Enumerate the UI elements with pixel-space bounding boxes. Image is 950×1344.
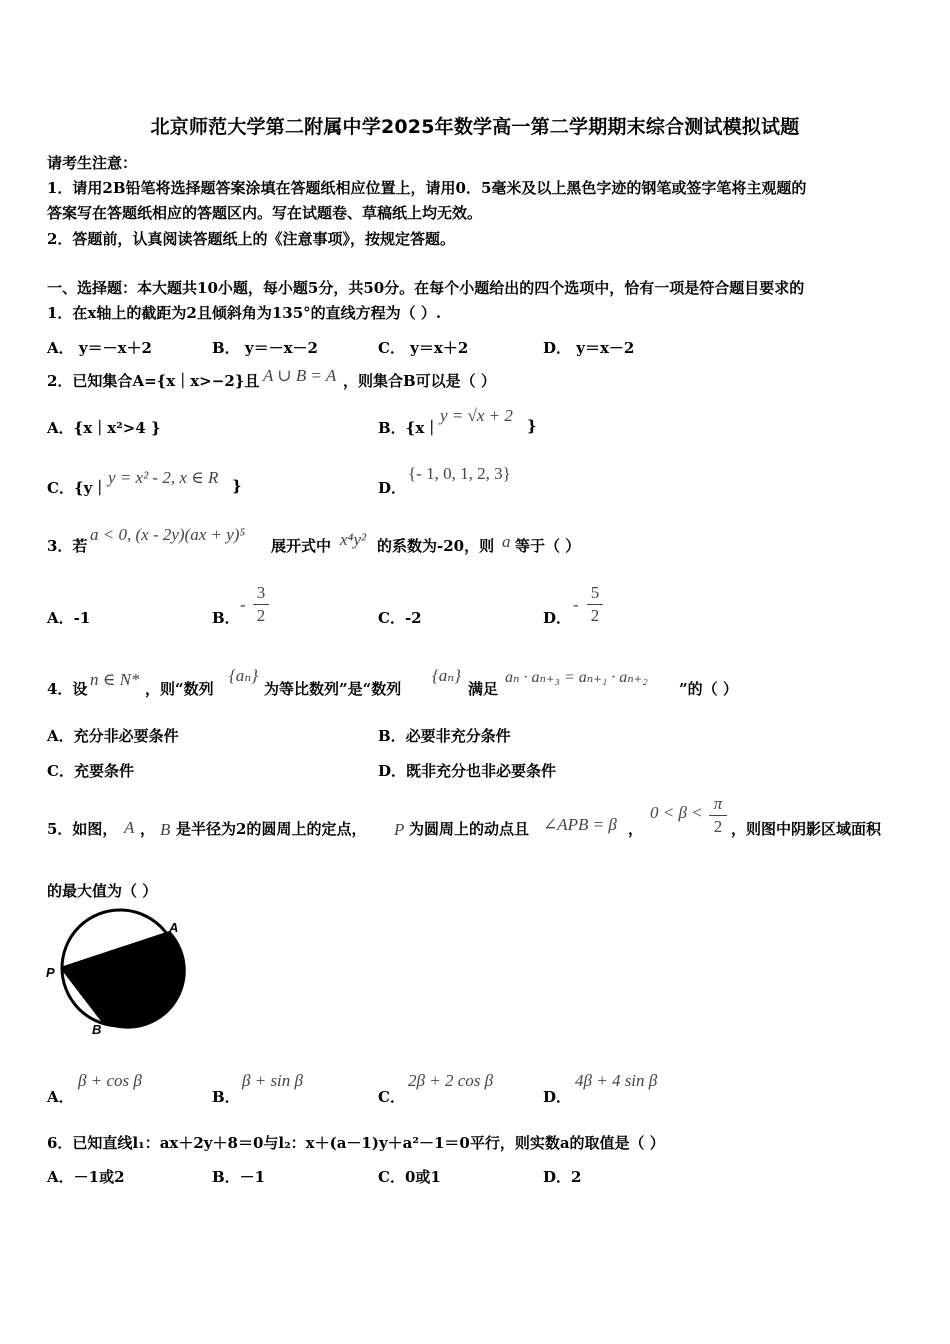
q2-option-c-math: y = x² - 2, x ∈ R — [108, 468, 219, 487]
q3-option-b-numerator: 3 — [256, 583, 266, 602]
q3-tail-b: 等于（ ） — [515, 537, 581, 555]
q5-option-c-label: C． — [378, 1088, 405, 1106]
q4-seq-math-1: {aₙ} — [229, 666, 258, 685]
q3-option-d-numerator: 5 — [590, 583, 600, 602]
figure-label-a: A — [169, 920, 179, 935]
q2-option-b-prefix: B．{x｜ — [378, 419, 440, 437]
q3-option-d-fraction — [587, 584, 603, 625]
q5-pi: π — [713, 794, 723, 813]
section-heading: 一、选择题：本大题共10小题，每小题5分，共50分。在每个小题给出的四个选项中，恰有一项是符合题目要求的 — [47, 279, 805, 297]
q5-angle-math: ∠APB = β — [543, 815, 617, 834]
q5-option-b-label: B． — [212, 1088, 240, 1106]
q2-union-math: A ∪ B = A — [263, 366, 337, 385]
q5-comma-1: ， — [140, 820, 156, 838]
notice-heading: 请考生注意： — [47, 154, 138, 172]
q4-text-1: ，则“数列 — [145, 680, 214, 698]
q4-option-a: A．充分非必要条件 — [47, 727, 179, 745]
q2-option-b-suffix: } — [527, 417, 537, 435]
q3-option-b-denominator: 2 — [256, 606, 266, 625]
q3-condition-math: a < 0, (x - 2y)(ax + y)⁵ — [90, 525, 246, 544]
q5-line-2: 的最大值为（ ） — [47, 882, 158, 900]
q2-option-c-suffix: } — [232, 477, 242, 495]
q5-text-4: ，则图中阴影区域面积 — [731, 820, 882, 838]
q5-text-1: 是半径为2的圆周上的定点， — [176, 820, 367, 838]
q5-range-math: 0 < β < — [650, 803, 703, 822]
q6-option-b: B．－1 — [212, 1168, 266, 1186]
q4-seq-math-2: {aₙ} — [432, 666, 461, 685]
q5-number: 5．如图， — [47, 820, 118, 838]
q3-option-b-label: B． — [212, 609, 240, 627]
q2-option-b-math: y = √x + 2 — [440, 406, 513, 425]
q4-text-3: 满足 — [468, 680, 499, 698]
q5-text-2: 为圆周上的动点且 — [409, 820, 530, 838]
notice-line-1: 1．请用2B铅笔将选择题答案涂填在答题纸相应位置上，请用0．5毫米及以上黑色字迹的钢笔或签字笔将主观题的 — [47, 179, 807, 197]
q6-option-d: D．2 — [543, 1168, 582, 1186]
q3-option-d-sign: - — [573, 595, 579, 614]
q1-stem: 1．在x轴上的截距为2且倾斜角为135°的直线方程为（ ）. — [47, 304, 442, 322]
q4-n-math: n ∈ N* — [90, 670, 140, 689]
q5-two: 2 — [713, 817, 723, 836]
q1-option-c: C． y＝x＋2 — [378, 339, 469, 357]
q1-option-a: A． y＝－x＋2 — [47, 339, 152, 357]
q2-option-a: A．{x｜x²>4 } — [47, 419, 161, 437]
q3-term-math: x⁴y² — [340, 530, 367, 549]
q5-point-b-math: B — [160, 820, 171, 839]
q3-option-b-fraction — [253, 584, 269, 625]
q4-number: 4．设 — [47, 680, 88, 698]
figure-label-b: B — [92, 1022, 102, 1037]
q4-condition-math: aₙ · aₙ₊₃ = aₙ₊₁ · aₙ₊₂ — [505, 669, 648, 686]
q3-mid-text: 展开式中 — [271, 537, 332, 555]
q4-option-d: D．既非充分也非必要条件 — [378, 762, 557, 780]
q5-point-p-math: P — [394, 820, 405, 839]
q3-option-b-sign: - — [240, 595, 246, 614]
q5-circle-figure — [40, 905, 190, 1040]
q6-option-c: C．0或1 — [378, 1168, 441, 1186]
q5-option-d-math: 4β + 4 sin β — [575, 1071, 658, 1090]
q2-option-d-prefix: D． — [378, 479, 407, 497]
q2-stem-b: ，则集合B可以是（ ） — [343, 372, 496, 390]
q5-comma-2: ， — [628, 820, 644, 838]
q2-option-c-prefix: C．{y｜ — [47, 479, 108, 497]
q4-option-b: B．必要非充分条件 — [378, 727, 511, 745]
q3-option-d-denominator: 2 — [590, 606, 600, 625]
q3-var-a: a — [502, 532, 511, 551]
q4-option-c: C．充要条件 — [47, 762, 134, 780]
q5-option-b-math: β + sin β — [242, 1071, 303, 1090]
q5-option-a-label: A． — [47, 1088, 74, 1106]
notice-line-1b: 答案写在答题纸相应的答题区内。写在试题卷、草稿纸上均无效。 — [47, 204, 483, 222]
q3-option-a: A．-1 — [47, 609, 91, 627]
figure-label-p: P — [46, 965, 55, 980]
q4-text-4: ”的（ ） — [679, 680, 738, 698]
page-title: 北京师范大学第二附属中学2025年数学高一第二学期期末综合测试模拟试题 — [150, 116, 800, 138]
q5-option-a-math: β + cos β — [78, 1071, 142, 1090]
q6-option-a: A．－1或2 — [47, 1168, 125, 1186]
q3-number: 3．若 — [47, 537, 88, 555]
q3-option-d-label: D． — [543, 609, 572, 627]
q6-stem: 6．已知直线l₁：ax＋2y＋8＝0与l₂：x＋(a－1)y＋a²－1＝0平行，则实数a的取值是（ ） — [47, 1134, 665, 1152]
q2-option-d-math: {- 1, 0, 1, 2, 3} — [408, 464, 511, 483]
q1-option-d: D． y＝x－2 — [543, 339, 635, 357]
q2-stem-a: 2．已知集合A={x｜x>−2}且 — [47, 372, 260, 390]
q5-option-d-label: D． — [543, 1088, 572, 1106]
q1-option-b: B． y＝－x－2 — [212, 339, 318, 357]
q3-option-c: C．-2 — [378, 609, 422, 627]
q3-tail-a: 的系数为-20，则 — [377, 537, 495, 555]
q5-option-c-math: 2β + 2 cos β — [408, 1071, 494, 1090]
q5-pi-half-fraction — [709, 795, 727, 836]
q5-point-a-math: A — [124, 818, 135, 837]
q4-text-2: 为等比数列”是“数列 — [264, 680, 402, 698]
notice-line-2: 2．答题前，认真阅读答题纸上的《注意事项》，按规定答题。 — [47, 230, 455, 248]
